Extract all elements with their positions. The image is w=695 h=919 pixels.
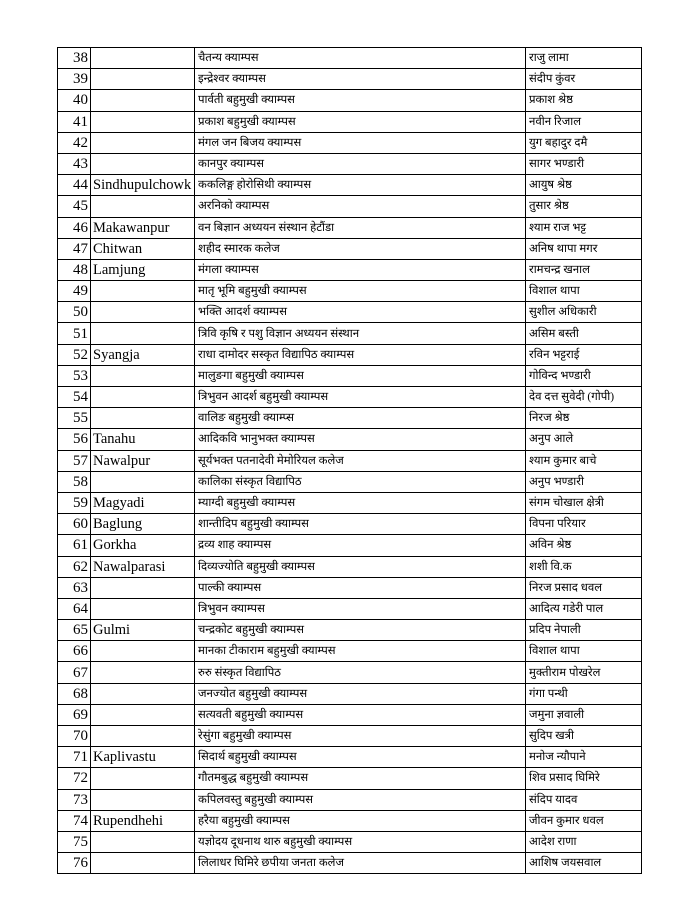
table-row xyxy=(58,196,642,217)
row-number: 45 xyxy=(58,196,91,217)
district-cell xyxy=(91,196,195,217)
row-number: 72 xyxy=(58,768,91,789)
campus-name-cell: वन बिज्ञान अध्ययन संस्थान हेटौंडा xyxy=(195,217,526,238)
campus-name-cell: प्रकाश बहुमुखी क्याम्पस xyxy=(195,111,526,132)
row-number: 70 xyxy=(58,726,91,747)
table-row xyxy=(58,153,642,174)
table-row xyxy=(58,175,642,196)
table-row xyxy=(58,662,642,683)
district-cell xyxy=(91,768,195,789)
table-row xyxy=(58,450,642,471)
table-row xyxy=(58,429,642,450)
person-name-cell: शशी वि.क xyxy=(526,556,642,577)
person-name-cell: अनुप आले xyxy=(526,429,642,450)
row-number: 40 xyxy=(58,90,91,111)
table-row xyxy=(58,768,642,789)
campus-name-cell: मातृ भूमि बहुमुखी क्याम्पस xyxy=(195,281,526,302)
table-row xyxy=(58,90,642,111)
table-row xyxy=(58,48,642,69)
district-cell: Nawalpur xyxy=(91,450,195,471)
district-cell: Rupendhehi xyxy=(91,810,195,831)
district-cell: Lamjung xyxy=(91,259,195,280)
row-number: 57 xyxy=(58,450,91,471)
campus-name-cell: शान्तीदिप बहुमुखी क्याम्पस xyxy=(195,514,526,535)
row-number: 56 xyxy=(58,429,91,450)
table-row xyxy=(58,683,642,704)
row-number: 73 xyxy=(58,789,91,810)
campus-name-cell: जनज्योत बहुमुखी क्याम्पस xyxy=(195,683,526,704)
person-name-cell: रामचन्द्र खनाल xyxy=(526,259,642,280)
district-cell xyxy=(91,471,195,492)
person-name-cell: विशाल थापा xyxy=(526,281,642,302)
row-number: 60 xyxy=(58,514,91,535)
district-cell: Makawanpur xyxy=(91,217,195,238)
table-row xyxy=(58,704,642,725)
campus-name-cell: आदिकवि भानुभक्त क्याम्पस xyxy=(195,429,526,450)
campus-name-cell: चैतन्य क्याम्पस xyxy=(195,48,526,69)
person-name-cell: आशिष जयसवाल xyxy=(526,853,642,874)
district-cell xyxy=(91,323,195,344)
table-row xyxy=(58,238,642,259)
table-row xyxy=(58,598,642,619)
row-number: 44 xyxy=(58,175,91,196)
row-number: 68 xyxy=(58,683,91,704)
person-name-cell: मनोज न्यौपाने xyxy=(526,747,642,768)
table-row xyxy=(58,492,642,513)
district-cell: Gulmi xyxy=(91,620,195,641)
district-cell xyxy=(91,789,195,810)
row-number: 69 xyxy=(58,704,91,725)
campus-name-cell: कपिलवस्तु बहुमुखी क्याम्पस xyxy=(195,789,526,810)
district-cell: Magyadi xyxy=(91,492,195,513)
person-name-cell: राजु लामा xyxy=(526,48,642,69)
campus-name-cell: त्रिभुवन क्याम्पस xyxy=(195,598,526,619)
person-name-cell: श्याम कुमार बाचे xyxy=(526,450,642,471)
row-number: 65 xyxy=(58,620,91,641)
row-number: 61 xyxy=(58,535,91,556)
campus-name-cell: शहीद स्मारक कलेज xyxy=(195,238,526,259)
district-cell xyxy=(91,302,195,323)
row-number: 67 xyxy=(58,662,91,683)
campus-name-cell: पार्वती बहुमुखी क्याम्पस xyxy=(195,90,526,111)
person-name-cell: निरज प्रसाद धवल xyxy=(526,577,642,598)
district-cell xyxy=(91,111,195,132)
person-name-cell: देव दत्त सुवेदी (गोपी) xyxy=(526,387,642,408)
row-number: 46 xyxy=(58,217,91,238)
campus-name-cell: मालुङगा बहुमुखी क्याम्पस xyxy=(195,365,526,386)
campus-name-cell: पाल्की क्याम्पस xyxy=(195,577,526,598)
district-cell xyxy=(91,408,195,429)
person-name-cell: आयुष श्रेष्ठ xyxy=(526,175,642,196)
district-cell xyxy=(91,577,195,598)
table-row xyxy=(58,810,642,831)
campus-name-cell: म्याग्दी बहुमुखी क्याम्पस xyxy=(195,492,526,513)
campus-name-cell: लिलाधर घिमिरे छपीया जनता कलेज xyxy=(195,853,526,874)
person-name-cell: जमुना ज्ञवाली xyxy=(526,704,642,725)
campus-name-cell: हरैया बहुमुखी क्याम्पस xyxy=(195,810,526,831)
campus-name-cell: यज्ञोदय दूधनाथ थारु बहुमुखी क्याम्पस xyxy=(195,831,526,852)
person-name-cell: तुसार श्रेष्ठ xyxy=(526,196,642,217)
person-name-cell: प्रकाश श्रेष्ठ xyxy=(526,90,642,111)
person-name-cell: मुक्तीराम पोखरेल xyxy=(526,662,642,683)
person-name-cell: अनिष थापा मगर xyxy=(526,238,642,259)
table-row xyxy=(58,69,642,90)
district-cell: Baglung xyxy=(91,514,195,535)
district-cell xyxy=(91,90,195,111)
table-row xyxy=(58,747,642,768)
person-name-cell: गोविन्द भण्डारी xyxy=(526,365,642,386)
row-number: 38 xyxy=(58,48,91,69)
person-name-cell: आदेश राणा xyxy=(526,831,642,852)
district-cell xyxy=(91,153,195,174)
campus-table xyxy=(57,47,642,874)
district-cell xyxy=(91,69,195,90)
row-number: 55 xyxy=(58,408,91,429)
campus-name-cell: ककलिङ्ग होरोसिथी क्याम्पस xyxy=(195,175,526,196)
district-cell xyxy=(91,831,195,852)
campus-name-cell: राधा दामोदर सस्कृत विद्यापिठ क्याम्पस xyxy=(195,344,526,365)
row-number: 74 xyxy=(58,810,91,831)
district-cell xyxy=(91,704,195,725)
table-row xyxy=(58,577,642,598)
campus-name-cell: सिदार्थ बहुमुखी क्याम्पस xyxy=(195,747,526,768)
person-name-cell: विपना परियार xyxy=(526,514,642,535)
district-cell xyxy=(91,132,195,153)
row-number: 59 xyxy=(58,492,91,513)
campus-name-cell: गौतमबुद्ध बहुमुखी क्याम्पस xyxy=(195,768,526,789)
person-name-cell: अविन श्रेष्ठ xyxy=(526,535,642,556)
district-cell xyxy=(91,598,195,619)
row-number: 52 xyxy=(58,344,91,365)
row-number: 48 xyxy=(58,259,91,280)
district-cell xyxy=(91,853,195,874)
row-number: 42 xyxy=(58,132,91,153)
table-row xyxy=(58,302,642,323)
person-name-cell: युग बहादुर दमै xyxy=(526,132,642,153)
campus-name-cell: अरनिको क्याम्पस xyxy=(195,196,526,217)
row-number: 66 xyxy=(58,641,91,662)
person-name-cell: संदीप कुंवर xyxy=(526,69,642,90)
person-name-cell: प्रदिप नेपाली xyxy=(526,620,642,641)
district-cell xyxy=(91,726,195,747)
district-cell xyxy=(91,365,195,386)
person-name-cell: सुदिप खत्री xyxy=(526,726,642,747)
person-name-cell: जीवन कुमार धवल xyxy=(526,810,642,831)
row-number: 71 xyxy=(58,747,91,768)
campus-name-cell: वालिङ बहुमुखी क्याम्प्स xyxy=(195,408,526,429)
table-row xyxy=(58,853,642,874)
table-row xyxy=(58,344,642,365)
table-row xyxy=(58,535,642,556)
table-row xyxy=(58,514,642,535)
campus-name-cell: कानपुर क्याम्पस xyxy=(195,153,526,174)
district-cell: Gorkha xyxy=(91,535,195,556)
table-row xyxy=(58,408,642,429)
campus-name-cell: मानका टीकाराम बहुमुखी क्याम्पस xyxy=(195,641,526,662)
table-row xyxy=(58,111,642,132)
row-number: 47 xyxy=(58,238,91,259)
person-name-cell: सुशील अधिकारी xyxy=(526,302,642,323)
person-name-cell: असिम बस्ती xyxy=(526,323,642,344)
row-number: 58 xyxy=(58,471,91,492)
row-number: 50 xyxy=(58,302,91,323)
row-number: 41 xyxy=(58,111,91,132)
district-cell xyxy=(91,683,195,704)
district-cell xyxy=(91,641,195,662)
campus-name-cell: दिव्यज्योति बहुमुखी क्याम्पस xyxy=(195,556,526,577)
district-cell: Tanahu xyxy=(91,429,195,450)
table-row xyxy=(58,556,642,577)
person-name-cell: नवीन रिजाल xyxy=(526,111,642,132)
district-cell: Nawalparasi xyxy=(91,556,195,577)
campus-name-cell: मंगल जन बिजय क्याम्पस xyxy=(195,132,526,153)
row-number: 51 xyxy=(58,323,91,344)
person-name-cell: संदिप यादव xyxy=(526,789,642,810)
person-name-cell: निरज श्रेष्ठ xyxy=(526,408,642,429)
campus-name-cell: त्रिभुवन आदर्श बहुमुखी क्याम्पस xyxy=(195,387,526,408)
table-row xyxy=(58,281,642,302)
person-name-cell: आदित्य गडेरी पाल xyxy=(526,598,642,619)
row-number: 53 xyxy=(58,365,91,386)
table-row xyxy=(58,365,642,386)
row-number: 75 xyxy=(58,831,91,852)
table-row xyxy=(58,132,642,153)
row-number: 63 xyxy=(58,577,91,598)
campus-name-cell: कालिका संस्कृत विद्यापिठ xyxy=(195,471,526,492)
district-cell xyxy=(91,387,195,408)
person-name-cell: गंगा पन्थी xyxy=(526,683,642,704)
campus-name-cell: त्रिवि कृषि र पशु विज्ञान अध्ययन संस्थान xyxy=(195,323,526,344)
person-name-cell: अनुप भण्डारी xyxy=(526,471,642,492)
row-number: 54 xyxy=(58,387,91,408)
table-row xyxy=(58,259,642,280)
person-name-cell: संगम चोखाल क्षेत्री xyxy=(526,492,642,513)
row-number: 39 xyxy=(58,69,91,90)
district-cell xyxy=(91,48,195,69)
table-body xyxy=(58,48,642,874)
table-row xyxy=(58,217,642,238)
person-name-cell: सागर भण्डारी xyxy=(526,153,642,174)
person-name-cell: शिव प्रसाद घिमिरे xyxy=(526,768,642,789)
campus-name-cell: मंगला क्याम्पस xyxy=(195,259,526,280)
table-row xyxy=(58,620,642,641)
person-name-cell: श्याम राज भट्ट xyxy=(526,217,642,238)
campus-name-cell: इन्द्रेश्वर क्याम्पस xyxy=(195,69,526,90)
table-row xyxy=(58,387,642,408)
person-name-cell: रविन भट्टराई xyxy=(526,344,642,365)
district-cell: Syangja xyxy=(91,344,195,365)
district-cell: Sindhupulchowk xyxy=(91,175,195,196)
table-row xyxy=(58,789,642,810)
table-row xyxy=(58,726,642,747)
row-number: 64 xyxy=(58,598,91,619)
district-cell: Chitwan xyxy=(91,238,195,259)
district-cell xyxy=(91,281,195,302)
campus-name-cell: सत्यवती बहुमुखी क्याम्पस xyxy=(195,704,526,725)
campus-name-cell: चन्द्रकोट बहुमुखी क्याम्पस xyxy=(195,620,526,641)
table-row xyxy=(58,641,642,662)
campus-name-cell: भक्ति आदर्श क्याम्पस xyxy=(195,302,526,323)
row-number: 62 xyxy=(58,556,91,577)
table-row xyxy=(58,831,642,852)
district-cell xyxy=(91,662,195,683)
campus-name-cell: रेसुंगा बहुमुखी क्याम्पस xyxy=(195,726,526,747)
table-row xyxy=(58,323,642,344)
row-number: 76 xyxy=(58,853,91,874)
person-name-cell: विशाल थापा xyxy=(526,641,642,662)
district-cell: Kaplivastu xyxy=(91,747,195,768)
campus-name-cell: द्रव्य शाह क्याम्पस xyxy=(195,535,526,556)
campus-name-cell: रुरु संस्कृत विद्यापिठ xyxy=(195,662,526,683)
row-number: 43 xyxy=(58,153,91,174)
campus-name-cell: सूर्यभक्त पतनादेवी मेमोरियल कलेज xyxy=(195,450,526,471)
row-number: 49 xyxy=(58,281,91,302)
table-row xyxy=(58,471,642,492)
